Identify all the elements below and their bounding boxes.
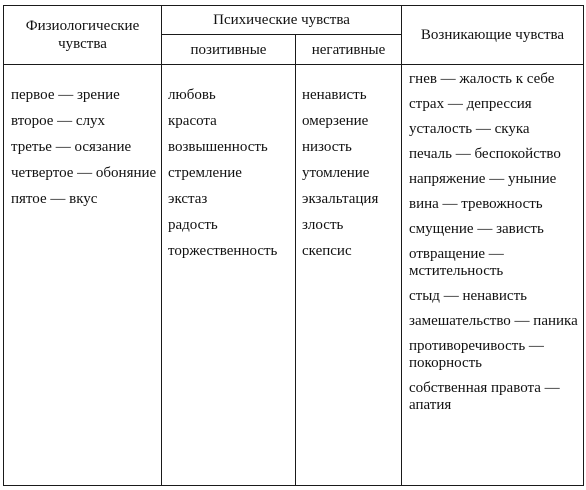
physiological-feeling-item: второе — слух [11, 113, 106, 129]
positive-feeling-item: экстаз [168, 191, 208, 207]
positive-feeling-item: стремление [168, 165, 242, 181]
arising-feeling-item: напряжение — уныние [409, 171, 557, 187]
positive-feeling-item: возвышенность [168, 139, 268, 155]
negative-feeling-item: скепсис [302, 243, 352, 259]
arising-feeling-item: смущение — зависть [409, 221, 544, 237]
arising-feeling-item: страх — депрессия [409, 96, 532, 112]
header-physiological: Физиологические чувства [4, 6, 162, 65]
arising-column [402, 65, 584, 486]
arising-feeling-item: собственная правота — апатия [409, 380, 560, 413]
positive-feeling-item: любовь [168, 87, 216, 103]
arising-feeling-item: стыд — ненависть [409, 288, 527, 304]
header-psychic: Психические чувства [162, 6, 402, 35]
positive-feeling-item: красота [168, 113, 217, 129]
negative-feeling-item: ненависть [302, 87, 367, 103]
negative-column [296, 65, 402, 486]
physiological-column [4, 65, 162, 486]
negative-feeling-item: омерзение [302, 113, 369, 129]
header-arising: Возникающие чувства [402, 6, 584, 65]
header-positive: позитивные [162, 35, 296, 65]
negative-feeling-item: экзальтация [302, 191, 379, 207]
positive-list [162, 65, 295, 260]
negative-list [296, 65, 401, 260]
arising-feeling-item: отвращение — мстительность [409, 246, 504, 279]
negative-feeling-item: низость [302, 139, 352, 155]
physiological-feeling-item: пятое — вкус [11, 191, 98, 207]
arising-feeling-item: гнев — жалость к себе [409, 71, 555, 87]
arising-feeling-item: усталость — скука [409, 121, 530, 137]
arising-list [402, 65, 583, 414]
feelings-table [3, 5, 584, 486]
arising-feeling-item: печаль — беспокойство [409, 146, 561, 162]
header-negative: негативные [296, 35, 402, 65]
physiological-list [4, 65, 161, 208]
arising-feeling-item: противоречивость — покорность [409, 338, 544, 371]
arising-feeling-item: вина — тревожность [409, 196, 543, 212]
positive-column [162, 65, 296, 486]
arising-feeling-item: замешательство — паника [409, 313, 578, 329]
positive-feeling-item: торжественность [168, 243, 278, 259]
negative-feeling-item: злость [302, 217, 344, 233]
physiological-feeling-item: первое — зрение [11, 87, 120, 103]
physiological-feeling-item: четвертое — обоняние [11, 165, 157, 181]
positive-feeling-item: радость [168, 217, 218, 233]
physiological-feeling-item: третье — осязание [11, 139, 132, 155]
negative-feeling-item: утомление [302, 165, 370, 181]
